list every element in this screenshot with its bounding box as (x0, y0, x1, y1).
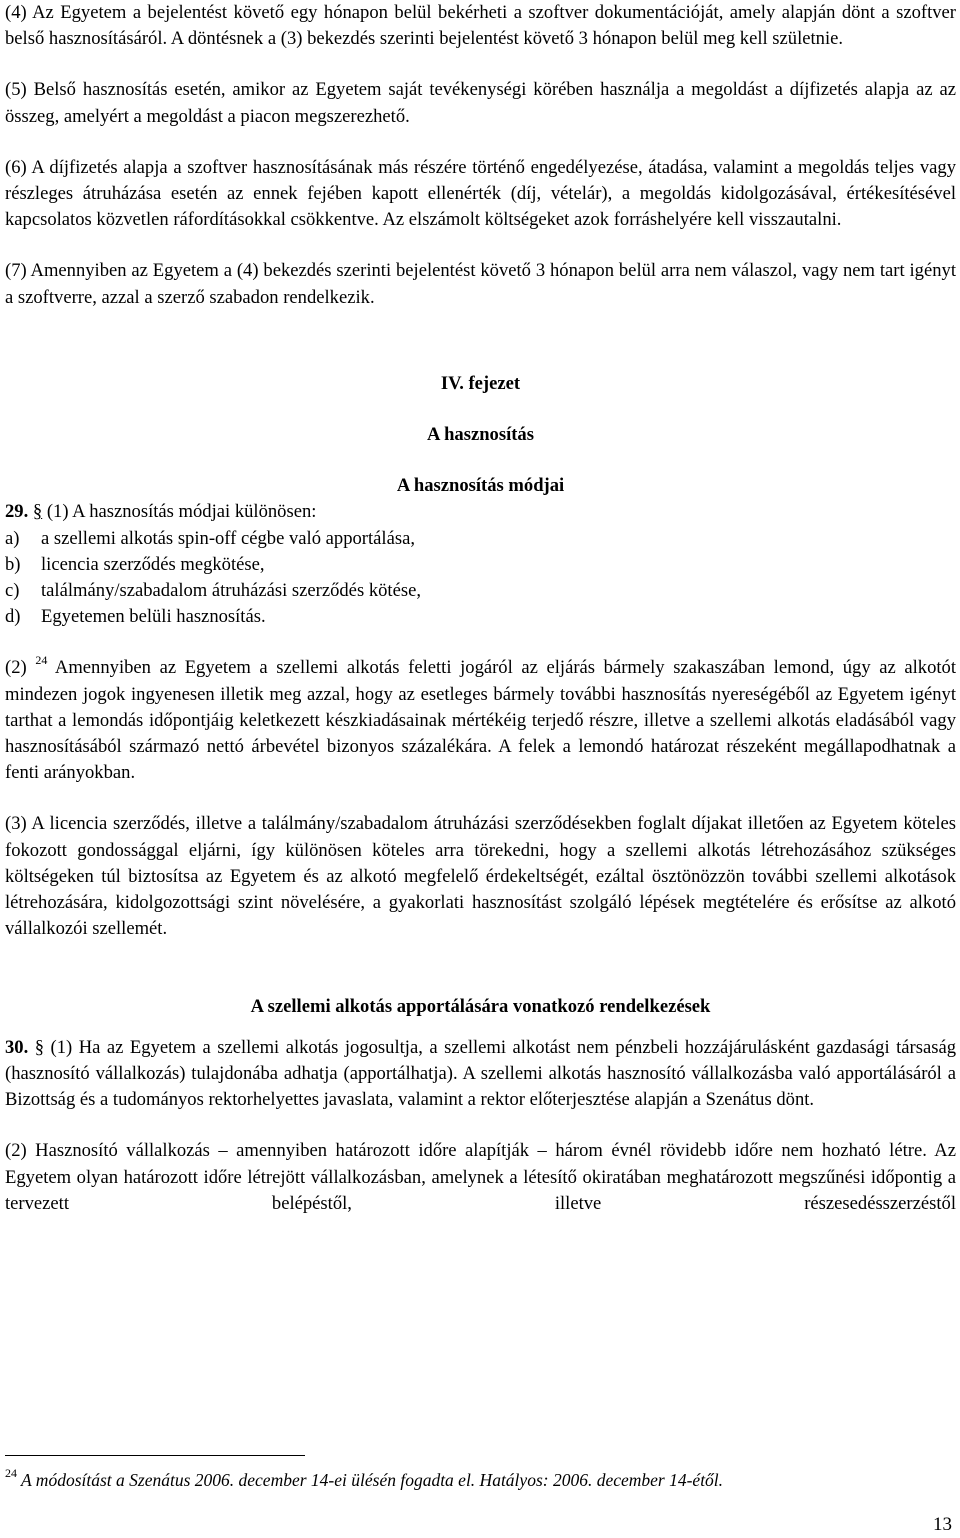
list-item-text: Egyetemen belüli hasznosítás. (41, 606, 266, 628)
section-title: A szellemi alkotás apportálására vonatkozó rendelkezések (250, 996, 711, 1018)
paragraph-6: (6) A díjfizetés alapja a szoftver hasznosításának más részére történő engedélyezése, átadása, valamint a megoldás teljes vagy részleges átruházása esetén az ennek fejében kapott ellenérték (díj, vételár), a megoldás kidolgozásával, értékesítésével kapcsolatos közvetlen ráfordításokkal csökkentve. Az elszámolt költségeket azok forráshelyére kell visszautalni. (5, 156, 956, 231)
paragraph-4: (4) Az Egyetem a bejelentést követő egy hónapon belül bekérheti a szoftver dokumentációját, amely alapján dönt a szoftver belső hasznosításáról. A döntésnek a (3) bekezdés szerinti bejelentést követő 3 hónapon belül meg kell születnie. (5, 2, 956, 50)
section-subtitle: A hasznosítás módjai (396, 475, 565, 497)
section-29-sign: § (32, 501, 43, 523)
footnote (5, 1468, 723, 1492)
footnote-number: 24 (5, 1466, 17, 1480)
section-29-intro-text: (1) A hasznosítás módjai különösen: (42, 501, 317, 523)
page-number: 13 (933, 1514, 952, 1535)
section-29-paragraph-3: (3) A licencia szerződés, illetve a találmány/szabadalom átruházási szerződésekben foglalt díjakat illetően az Egyetem köteles fokozott gondossággal eljárni, így különösen köteles arra törekedni, hogy a szellemi alkotás létrehozásához szükséges költségeken túl biztosítsa az Egyetem és az alkotó megfelelő érdekeltségét, ezáltal ösztönözzön további szellemi alkotások létrehozására, kidolgozottsági szint növelésére, a gyakorlati hasznosítást szolgáló lépések megtételére és erősítse az alkotó vállalkozói szellemét. (5, 813, 956, 940)
section-30 (5, 1035, 956, 1217)
paragraph-5: (5) Belső hasznosítás esetén, amikor az Egyetem saját tevékenységi körében használja a megoldást a díjfizetés alapja az az összeg, amelyért a megoldást a piacon megszerezhető. (5, 79, 956, 127)
section-30-sign: § (34, 1036, 45, 1058)
section-29-paragraph-2-text: Amennyiben az Egyetem a szellemi alkotás feletti jogáról az eljárás bármely szakaszában lemond, úgy az alkotót mindezen jogok ingyenesen illetik meg azzal, hogy az esetleges bármely további hasznosítás nyereségéből az Egyetem igényt tarthat a lemondás időpontjáig keletkezett készkiadásainak mértékéig terjedő részre, illetve a szellemi alkotás eladásából vagy hasznosításából származó nettó árbevétel bizonyos százalékára. A felek a lemondó határozat részeként megállapodhatnak a fenti arányokban. (5, 657, 956, 784)
list-item (5, 578, 956, 604)
paragraph-7: (7) Amennyiben az Egyetem a (4) bekezdés szerinti bejelentést követő 3 hónapon belül arra nem válaszol, vagy nem tart igényt a szoftverre, azzal a szerző szabadon rendelkezik. (5, 260, 956, 308)
section-30-paragraph-2: (2) Hasznosító vállalkozás – amennyiben határozott időre alapítják – három évnél rövidebb időre nem hozható létre. Az Egyetem olyan határozott időre létrejött vállalkozásban, amelynek a létesítő okiratában meghatározott megszűnési időpontig a tervezett belépéstől, illetve részesedésszerzéstől (5, 1140, 956, 1214)
chapter-title: A hasznosítás (427, 424, 534, 446)
list-item-label: c) (5, 580, 20, 602)
section-30-paragraph-1 (5, 1035, 956, 1114)
list-item (5, 526, 956, 552)
section-30-paragraph-1-text: (1) Ha az Egyetem a szellemi alkotás jogosultja, a szellemi alkotást nem pénzbeli hozzájárulásként gazdasági társaság (hasznosító vállalkozás) tulajdonába adhatja (apportálhatja). A szellemi alkotás hasznosító vállalkozásba való apportálásáról a Bizottság és a tudományos rektorhelyettes javaslata, valamint a rektor előterjesztése alapján a Szenátus dönt. (5, 1036, 956, 1111)
section-29-paragraph-2 (5, 655, 956, 786)
list-item-text: találmány/szabadalom átruházási szerződés kötése, (41, 580, 421, 602)
footnote-text: A módosítást a Szenátus 2006. december 14-ei ülésén fogadta el. Hatályos: 2006. december 14-étől. (17, 1470, 724, 1490)
document-page (5, 0, 956, 1217)
list-item-label: b) (5, 553, 21, 575)
section-29-number: 29. (5, 501, 29, 523)
section-29 (5, 499, 956, 942)
list-item-label: a) (5, 527, 20, 549)
list-item-text: a szellemi alkotás spin-off cégbe való apportálása, (41, 527, 415, 549)
list-item (5, 552, 956, 578)
section-30-number: 30. (5, 1036, 29, 1058)
paragraph-number: (2) (5, 657, 27, 679)
list-item (5, 604, 956, 630)
section-29-intro (5, 499, 956, 525)
chapter-heading: IV. fejezet (440, 372, 521, 394)
footnote-reference: 24 (35, 653, 48, 668)
list-item-label: d) (5, 606, 21, 628)
list-item-text: licencia szerződés megkötése, (41, 553, 265, 575)
footnote-divider (5, 1455, 305, 1456)
